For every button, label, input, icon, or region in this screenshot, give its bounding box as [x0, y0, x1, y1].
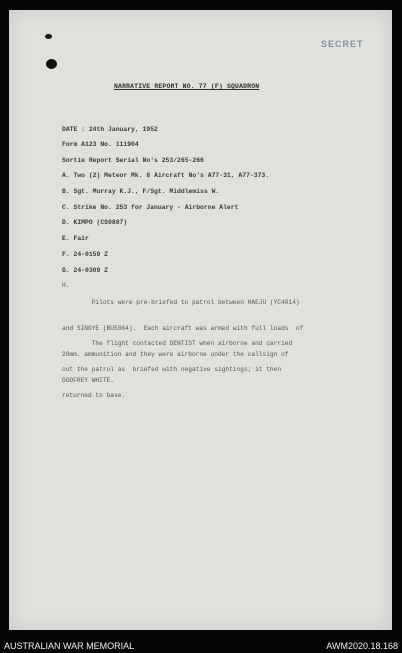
item-e-line: E. Fair: [62, 235, 89, 242]
document-page: [9, 10, 392, 630]
paragraph-line: returned to base.: [62, 391, 126, 399]
sortie-line: Sortie Report Serial No's 253/265-266: [62, 157, 204, 164]
paragraph-line: Pilots were pre-briefed to patrol between HAEJU (YC4014): [62, 299, 300, 307]
footer-institution: AUSTRALIAN WAR MEMORIAL: [4, 641, 135, 651]
paragraph-line: out the patrol as briefed with negative sightings; it then: [62, 365, 282, 373]
item-a-line: A. Two (2) Meteor Mk. 8 Aircraft No's A77-31, A77-373.: [62, 172, 270, 179]
item-g-line: G. 24-0309 Z: [62, 267, 109, 274]
paragraph-line: 20mm. ammunition and they were airborne under the callsign of: [62, 350, 289, 358]
date-line: DATE : 24th January, 1952: [62, 126, 158, 133]
item-f-line: F. 24-0159 Z: [62, 251, 109, 258]
item-h-label: H.: [62, 282, 70, 289]
paragraph-line: The flight contacted DENTIST when airborne and carried: [62, 340, 293, 348]
item-d-line: D. KIMPO (CS0887): [62, 219, 128, 226]
form-line: Form A123 No. 111904: [62, 141, 139, 148]
item-c-line: C. Strike No. 253 for January - Airborne Alert: [62, 204, 239, 211]
punch-hole-bottom: [46, 59, 57, 69]
closing-paragraph: [62, 323, 292, 418]
paragraph-line: and SINGYE (BU5864). Each aircraft was armed with full loads of: [62, 324, 304, 332]
item-b-line: B. Sgt. Murray K.J., F/Sgt. Middlemiss W.: [62, 188, 220, 195]
report-title: NARRATIVE REPORT NO. 77 (F) SQUADRON: [114, 83, 260, 90]
security-stamp: SECRET: [321, 39, 364, 49]
footer-accession-number: AWM2020.18.168: [326, 641, 398, 651]
punch-hole-top: [45, 34, 52, 39]
paragraph-line: GODFREY WHITE.: [62, 376, 114, 384]
